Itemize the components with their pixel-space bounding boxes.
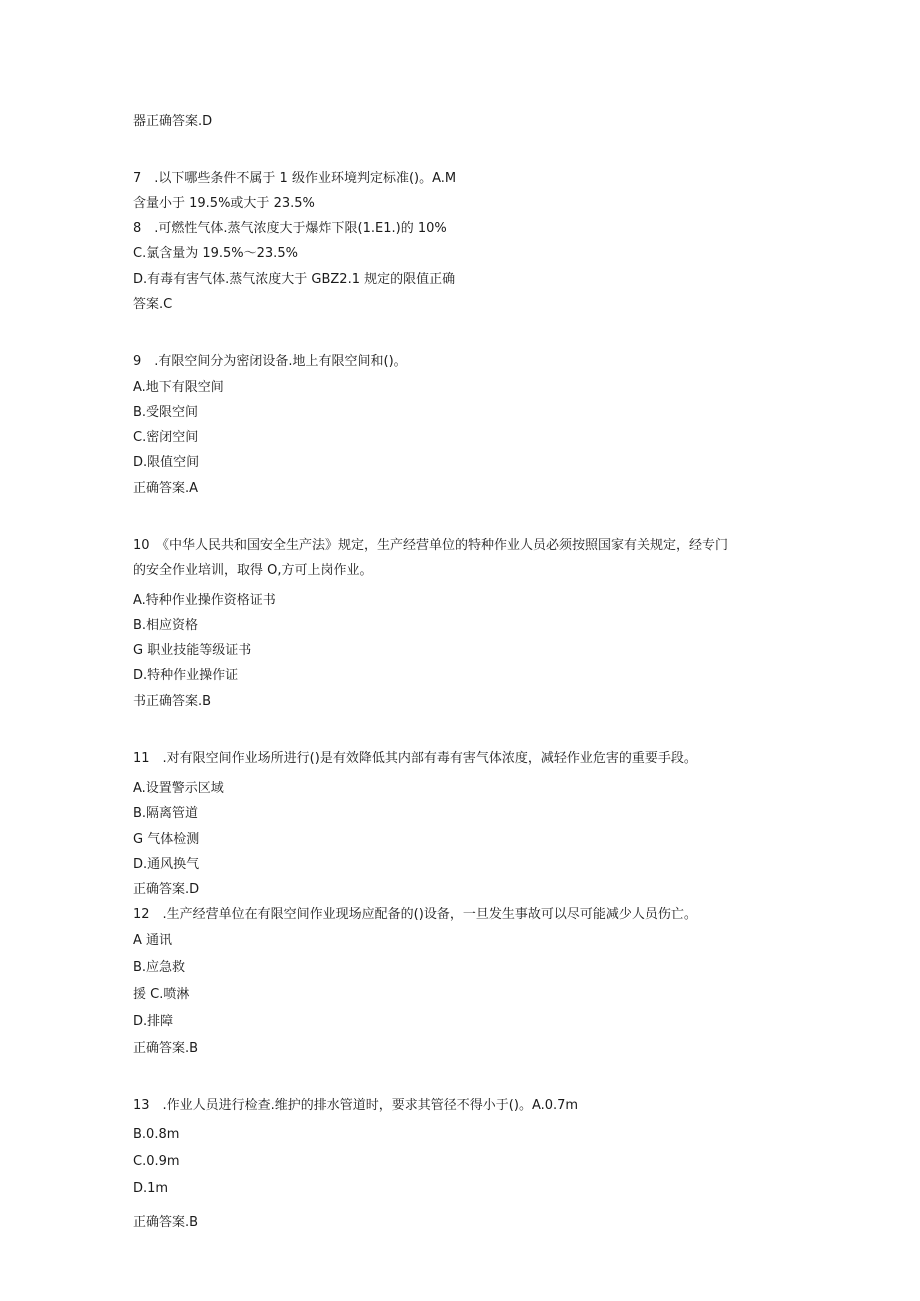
option-d: D.通风换气 — [133, 857, 200, 872]
answer-line: 正确答案.D — [133, 882, 200, 897]
question-9-stem: 9 .有限空间分为密闭设备.地上有限空间和()。 — [133, 354, 407, 369]
text-line: 含量小于 19.5%或大于 23.5% — [133, 196, 315, 211]
option-d: D.限值空间 — [133, 455, 200, 470]
question-10-stem-cont: 的安全作业培训，取得 O,方可上岗作业。 — [133, 563, 373, 578]
answer-line: 答案.C — [133, 297, 173, 312]
question-10-stem: 10 《中华人民共和国安全生产法》规定，生产经营单位的特种作业人员必须按照国家有关规定，经专门 — [133, 538, 729, 553]
answer-line: 正确答案.B — [133, 1041, 199, 1056]
option-b: B.受限空间 — [133, 405, 199, 420]
option-a: A.设置警示区域 — [133, 781, 224, 796]
option-d: D.排障 — [133, 1014, 174, 1029]
option-b: B.0.8m — [133, 1127, 180, 1142]
option-c: C.0.9m — [133, 1154, 180, 1169]
option-c: G 职业技能等级证书 — [133, 643, 252, 658]
option-b: B.应急救 — [133, 960, 186, 975]
question-11-stem: 11 .对有限空间作业场所进行()是有效降低其内部有毒有害气体浓度，减轻作业危害的重要手段。 — [133, 751, 697, 766]
option-a: A.特种作业操作资格证书 — [133, 593, 276, 608]
question-12-stem: 12 .生产经营单位在有限空间作业现场应配备的()设备，一旦发生事故可以尽可能减少人员伤亡。 — [133, 907, 697, 922]
option-b: B.相应资格 — [133, 618, 199, 633]
answer-line: 正确答案.A — [133, 481, 199, 496]
option-c: G 气体检测 — [133, 832, 200, 847]
option-c: 援 C.喷淋 — [133, 987, 190, 1002]
option-b: B.隔离管道 — [133, 806, 199, 821]
option-a: A.地下有限空间 — [133, 380, 224, 395]
option-d: D.特种作业操作证 — [133, 668, 239, 683]
question-7-stem: 7 .以下哪些条件不属于 1 级作业环境判定标准()。A.M — [133, 171, 457, 186]
option-d: D.1m — [133, 1181, 169, 1196]
text-line-1: 器正确答案.D — [133, 114, 213, 129]
text-line: 8 .可燃性气体.蒸气浓度大于爆炸下限(1.E1.)的 10% — [133, 221, 447, 236]
text-line: C.氯含量为 19.5%～23.5% — [133, 246, 298, 261]
question-13-stem: 13 .作业人员进行检查.维护的排水管道时，要求其管径不得小于()。A.0.7m — [133, 1098, 579, 1113]
option-c: C.密闭空间 — [133, 430, 199, 445]
text-line: D.有毒有害气体.蒸气浓度大于 GBZ2.1 规定的限值正确 — [133, 272, 456, 287]
answer-line: 书正确答案.B — [133, 694, 212, 709]
answer-line: 正确答案.B — [133, 1215, 199, 1230]
option-a: A 通讯 — [133, 933, 173, 948]
